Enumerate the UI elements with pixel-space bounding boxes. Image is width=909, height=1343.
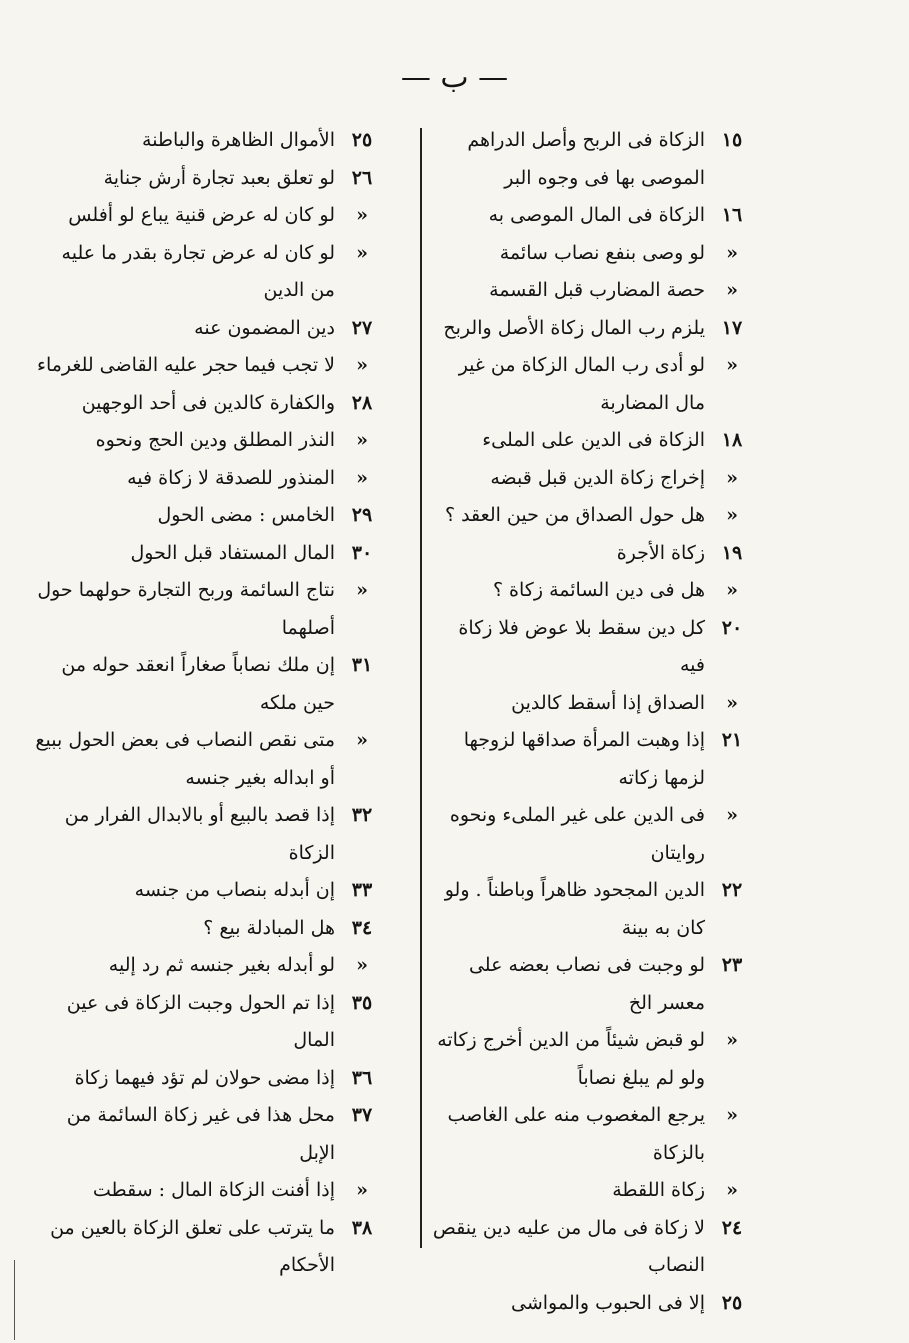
entry-number: ٢٥ bbox=[721, 1291, 743, 1314]
entry-text: الزكاة فى المال الموصى به bbox=[488, 204, 705, 226]
index-entry bbox=[34, 1172, 379, 1210]
entry-number: ٢٧ bbox=[351, 316, 373, 339]
entry-text: النذر المطلق ودين الحج ونحوه bbox=[95, 429, 335, 451]
entry-number: « bbox=[356, 579, 368, 601]
index-entry bbox=[429, 310, 749, 348]
index-entry bbox=[34, 235, 379, 310]
index-entry bbox=[429, 872, 749, 947]
entry-text: دين المضمون عنه bbox=[194, 316, 335, 339]
entry-text: زكاة الأجرة bbox=[616, 541, 705, 564]
entry-number: ٣٧ bbox=[351, 1104, 373, 1126]
entry-number: « bbox=[726, 1029, 738, 1051]
index-entry bbox=[34, 985, 379, 1060]
entry-text: لو قبض شيئاً من الدين أخرج زكاته ولو لم يبلغ نصاباً bbox=[437, 1029, 705, 1089]
index-entry bbox=[34, 872, 379, 910]
entry-text: إن أبدله بنصاب من جنسه bbox=[134, 879, 335, 901]
entry-number: ٢٨ bbox=[351, 391, 373, 414]
index-entry bbox=[429, 797, 749, 872]
index-entry bbox=[34, 647, 379, 722]
index-entry bbox=[429, 197, 749, 235]
entry-number: « bbox=[356, 354, 368, 376]
entry-text: الدين المجحود ظاهراً وباطناً . ولو كان به بينة bbox=[444, 879, 705, 939]
entry-number: ٣٣ bbox=[351, 879, 373, 901]
entry-number: « bbox=[356, 241, 368, 264]
entry-text: الصداق إذا أسقط كالدين bbox=[511, 691, 705, 714]
index-entry bbox=[429, 497, 749, 535]
index-entry bbox=[34, 347, 379, 385]
entry-text: لا زكاة فى مال من عليه دين ينقص النصاب bbox=[432, 1216, 705, 1276]
entry-number: « bbox=[726, 504, 738, 526]
entry-number: ١٨ bbox=[721, 429, 743, 451]
column-divider bbox=[420, 128, 422, 1248]
index-entry bbox=[429, 1097, 749, 1172]
entry-number: « bbox=[726, 579, 738, 601]
index-entry bbox=[34, 310, 379, 348]
index-entry bbox=[429, 947, 749, 1022]
entry-number: ٢١ bbox=[721, 729, 743, 751]
entry-text: المنذور للصدقة لا زكاة فيه bbox=[127, 466, 335, 489]
entry-text: هل فى دين السائمة زكاة ؟ bbox=[492, 579, 705, 601]
index-entry bbox=[34, 422, 379, 460]
entry-number: « bbox=[726, 241, 738, 264]
entry-text: الزكاة فى الدين على الملىء bbox=[482, 429, 705, 451]
entry-text: إن ملك نصاباً صغاراً انعقد حوله من حين ملكه bbox=[61, 654, 335, 714]
entry-text: محل هذا فى غير زكاة السائمة من الإبل bbox=[66, 1104, 335, 1164]
entry-number: « bbox=[726, 804, 738, 826]
entry-text: إذا تم الحول وجبت الزكاة فى عين المال bbox=[66, 991, 335, 1051]
index-entry bbox=[429, 122, 749, 197]
entry-text: حصة المضارب قبل القسمة bbox=[489, 279, 705, 301]
entry-text: ما يترتب على تعلق الزكاة بالعين من الأحكام bbox=[50, 1216, 335, 1276]
index-entry bbox=[34, 1060, 379, 1098]
index-entry bbox=[429, 1172, 749, 1210]
entry-text: والكفارة كالدين فى أحد الوجهين bbox=[81, 391, 335, 414]
entry-number: « bbox=[356, 466, 368, 489]
entry-text: فى الدين على غير الملىء ونحوه روايتان bbox=[449, 804, 705, 864]
left-column bbox=[34, 122, 379, 1285]
entry-number: ٣٨ bbox=[351, 1216, 373, 1239]
index-entry bbox=[429, 610, 749, 685]
index-entry bbox=[34, 947, 379, 985]
entry-number: ٣٤ bbox=[351, 916, 373, 939]
entry-number: « bbox=[726, 1104, 738, 1126]
index-entry bbox=[34, 197, 379, 235]
entry-number: ٣٢ bbox=[351, 804, 373, 826]
margin-line bbox=[14, 1260, 15, 1340]
entry-number: ١٦ bbox=[721, 204, 743, 226]
entry-text: لو تعلق بعبد تجارة أرش جناية bbox=[103, 166, 335, 189]
index-entry bbox=[34, 1210, 379, 1285]
entry-number: ٢٠ bbox=[721, 616, 743, 639]
index-entry bbox=[34, 460, 379, 498]
entry-number: ٣١ bbox=[351, 654, 373, 676]
entry-text: يلزم رب المال زكاة الأصل والربح bbox=[443, 316, 705, 339]
entry-number: ٢٦ bbox=[351, 166, 373, 189]
index-entry bbox=[429, 1022, 749, 1097]
entry-text: لو وجبت فى نصاب بعضه على معسر الخ bbox=[468, 954, 705, 1014]
index-entry bbox=[34, 535, 379, 573]
entry-number: ٢٤ bbox=[721, 1216, 743, 1239]
right-column bbox=[429, 122, 749, 1322]
entry-text: لا تجب فيما حجر عليه القاضى للغرماء bbox=[37, 354, 335, 376]
index-entry bbox=[34, 797, 379, 872]
entry-number: ٣٦ bbox=[351, 1066, 373, 1089]
index-entry bbox=[429, 347, 749, 422]
index-entry bbox=[429, 572, 749, 610]
index-entry bbox=[34, 1097, 379, 1172]
index-entry bbox=[34, 572, 379, 647]
index-entry bbox=[34, 497, 379, 535]
entry-number: « bbox=[356, 729, 368, 751]
entry-text: هل المبادلة بيع ؟ bbox=[203, 916, 335, 939]
entry-text: لو كان له عرض تجارة بقدر ما عليه من الدين bbox=[61, 241, 335, 301]
entry-number: « bbox=[726, 466, 738, 489]
entry-number: ٢٥ bbox=[351, 129, 373, 151]
entry-number: « bbox=[726, 354, 738, 376]
entry-number: « bbox=[726, 1179, 738, 1201]
entry-text: إخراج زكاة الدين قبل قبضه bbox=[490, 466, 705, 489]
entry-number: « bbox=[726, 279, 738, 301]
index-entry bbox=[429, 685, 749, 723]
entry-number: ٣٥ bbox=[351, 991, 373, 1014]
index-entry bbox=[429, 535, 749, 573]
entry-number: ١٧ bbox=[721, 316, 743, 339]
page-header: — ب — bbox=[400, 60, 509, 95]
index-entry bbox=[34, 160, 379, 198]
entry-text: لو أدى رب المال الزكاة من غير مال المضاربة bbox=[458, 354, 705, 414]
entry-text: يرجع المغصوب منه على الغاصب بالزكاة bbox=[447, 1104, 705, 1164]
entry-number: ١٩ bbox=[721, 541, 743, 564]
entry-text: نتاج السائمة وربح التجارة حولهما حول أصلهما bbox=[37, 579, 335, 639]
entry-text: لو أبدله بغير جنسه ثم رد إليه bbox=[108, 954, 335, 976]
entry-number: « bbox=[726, 691, 738, 714]
index-entry bbox=[429, 272, 749, 310]
entry-text: كل دين سقط بلا عوض فلا زكاة فيه bbox=[458, 616, 705, 676]
index-entry bbox=[34, 722, 379, 797]
entry-number: ١٥ bbox=[721, 129, 743, 151]
entry-number: ٢٢ bbox=[721, 879, 743, 901]
index-entry bbox=[429, 460, 749, 498]
index-entry bbox=[34, 385, 379, 423]
index-entry bbox=[429, 235, 749, 273]
entry-text: المال المستفاد قبل الحول bbox=[130, 541, 335, 564]
entry-text: الخامس : مضى الحول bbox=[157, 504, 335, 526]
entry-text: لو كان له عرض قنية يباع لو أفلس bbox=[68, 204, 335, 226]
entry-text: إذا أفنت الزكاة المال : سقطت bbox=[92, 1179, 335, 1201]
entry-text: إذا قصد بالبيع أو بالابدال الفرار من الزكاة bbox=[64, 804, 335, 864]
index-entry bbox=[429, 422, 749, 460]
entry-number: « bbox=[356, 954, 368, 976]
entry-number: ٣٠ bbox=[351, 541, 373, 564]
entry-number: ٢٣ bbox=[721, 954, 743, 976]
entry-number: « bbox=[356, 429, 368, 451]
entry-text: إذا مضى حولان لم تؤد فيهما زكاة bbox=[74, 1066, 335, 1089]
index-entry bbox=[429, 1210, 749, 1285]
entry-number: « bbox=[356, 204, 368, 226]
index-entry bbox=[34, 910, 379, 948]
index-entry bbox=[429, 1285, 749, 1323]
entry-text: لو وصى بنفع نصاب سائمة bbox=[499, 241, 705, 264]
entry-text: هل حول الصداق من حين العقد ؟ bbox=[444, 504, 705, 526]
entry-text: الأموال الظاهرة والباطنة bbox=[142, 129, 335, 151]
entry-text: إلا فى الحبوب والمواشى bbox=[511, 1291, 705, 1314]
entry-text: متى نقص النصاب فى بعض الحول ببيع أو ابداله بغير جنسه bbox=[35, 729, 335, 789]
entry-text: زكاة اللقطة bbox=[612, 1179, 705, 1201]
index-entry bbox=[429, 722, 749, 797]
index-entry bbox=[34, 122, 379, 160]
entry-text: الزكاة فى الربح وأصل الدراهم الموصى بها فى وجوه البر bbox=[467, 129, 705, 189]
entry-text: إذا وهبت المرأة صداقها لزوجها لزمها زكاته bbox=[463, 729, 705, 789]
entry-number: ٢٩ bbox=[351, 504, 373, 526]
entry-number: « bbox=[356, 1179, 368, 1201]
